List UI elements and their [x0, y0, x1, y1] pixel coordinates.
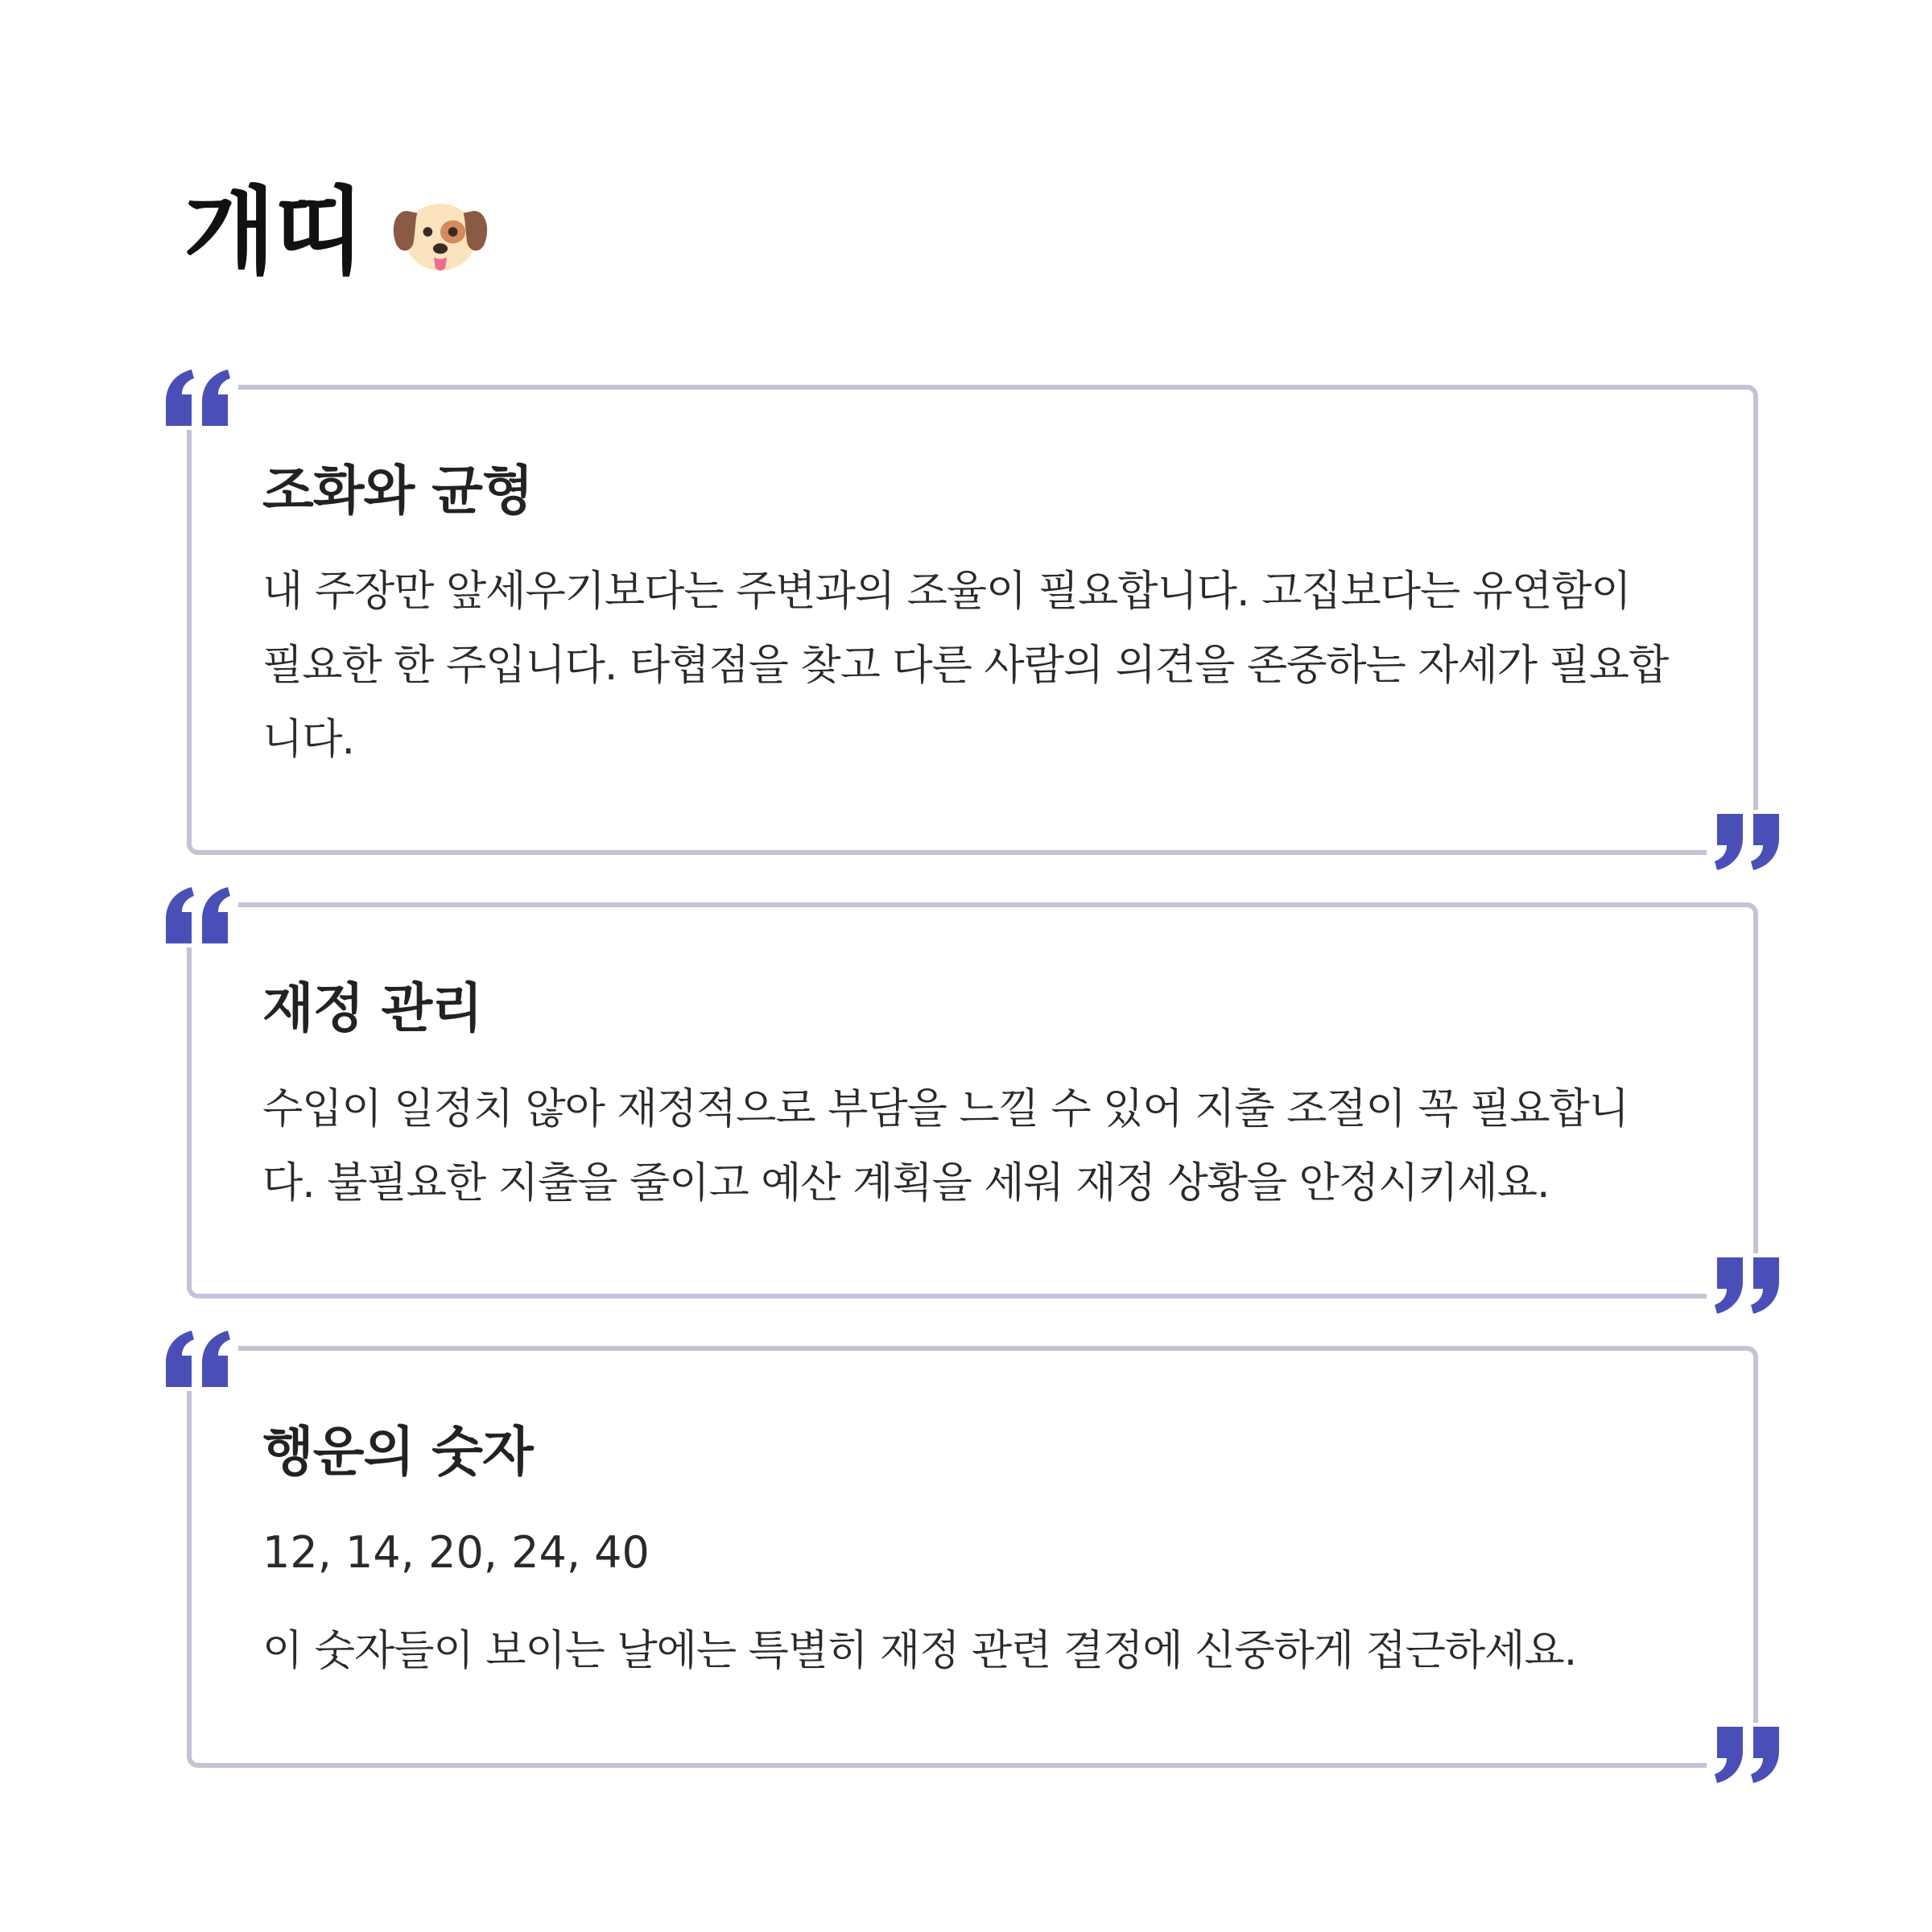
card-harmony: [187, 385, 1758, 855]
card-finance: [187, 902, 1758, 1298]
card-body-text: 수입이 일정치 않아 재정적으로 부담을 느낄 수 있어 지출 조절이 꼭 필요합니다. 불필요한 지출을 줄이고 예산 계획을 세워 재정 상황을 안정시키세요.: [262, 1085, 1629, 1208]
card-heading: 조화와 균형: [262, 460, 533, 522]
card-heading: 재정 관리: [262, 977, 483, 1039]
close-quote-icon: [1707, 1253, 1787, 1318]
open-quote-icon: [158, 883, 238, 947]
card-body-text: 내 주장만 앞세우기보다는 주변과의 조율이 필요합니다. 고집보다는 유연함이 필요한 한 주입니다. 타협점을 찾고 다른 사람의 의견을 존중하는 자세가 필요합니다.: [262, 568, 1669, 765]
card-lucky-numbers: [187, 1346, 1758, 1768]
page-header: [184, 175, 493, 288]
close-quote-icon: [1707, 810, 1787, 874]
card-body-text: 이 숫자들이 보이는 날에는 특별히 재정 관련 결정에 신중하게 접근하세요.: [262, 1627, 1577, 1676]
open-quote-icon: [158, 365, 238, 430]
close-quote-icon: [1707, 1723, 1787, 1787]
dog-face-icon: [388, 180, 493, 284]
lucky-numbers-list: 12, 14, 20, 24, 40: [262, 1527, 650, 1579]
page-title: 개띠: [184, 176, 364, 287]
open-quote-icon: [158, 1327, 238, 1391]
card-heading: 행운의 숫자: [262, 1421, 533, 1483]
